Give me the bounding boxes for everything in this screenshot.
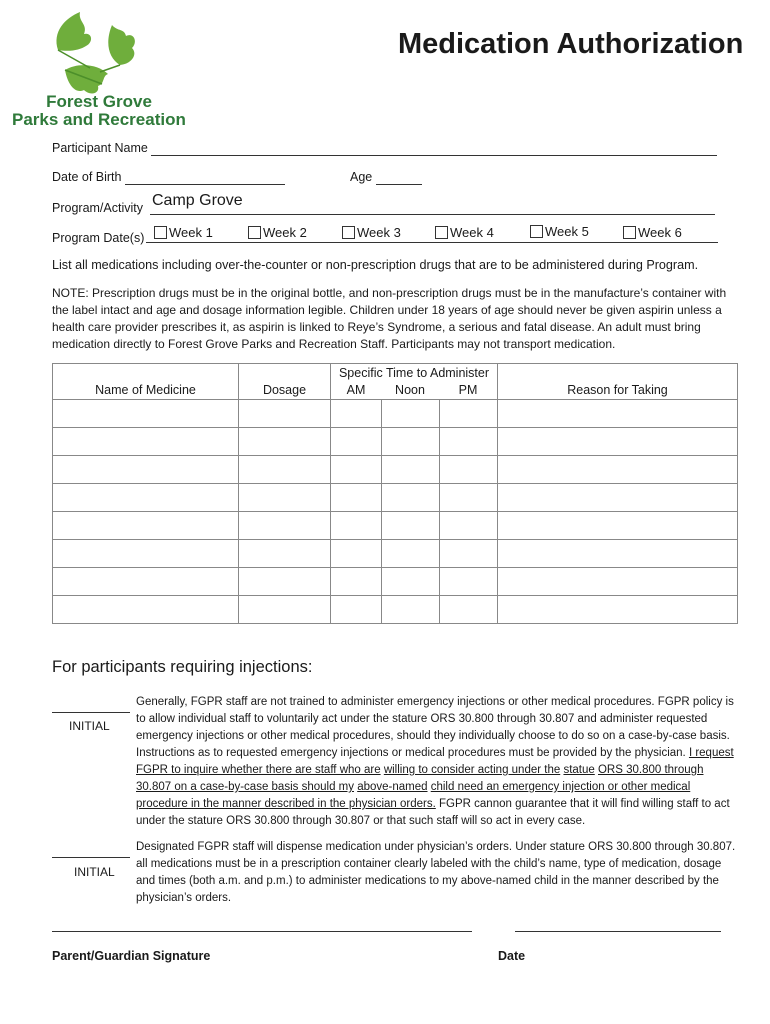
medicine-cell[interactable] bbox=[53, 596, 239, 624]
checkbox-icon bbox=[435, 226, 448, 239]
note-paragraph bbox=[52, 285, 740, 353]
noon-cell[interactable] bbox=[381, 540, 439, 568]
header-reason: Reason for Taking bbox=[498, 364, 738, 400]
pm-cell[interactable] bbox=[439, 512, 498, 540]
noon-cell[interactable] bbox=[381, 456, 439, 484]
medication-dispense-paragraph: Designated FGPR staff will dispense medication under physician’s orders. Under stature ORS 30.800 through 30.807. all medications must be in a prescription container clearly labeled with the child’s name, type of medication, dosage and times (both a.m. and p.m.) to administer medications to my above-named child in the manner described by the physician’s orders. bbox=[136, 841, 736, 904]
participant-name-field[interactable] bbox=[151, 141, 717, 156]
week-6-checkbox[interactable]: Week 6 bbox=[623, 225, 682, 240]
age-field[interactable] bbox=[376, 170, 422, 185]
am-cell[interactable] bbox=[331, 568, 382, 596]
week-1-checkbox[interactable]: Week 1 bbox=[154, 225, 213, 240]
table-row bbox=[53, 568, 738, 596]
am-cell[interactable] bbox=[331, 456, 382, 484]
parent-signature-label: Parent/Guardian Signature bbox=[52, 949, 211, 963]
reason-cell[interactable] bbox=[498, 484, 738, 512]
noon-cell[interactable] bbox=[381, 400, 439, 428]
dosage-cell[interactable] bbox=[239, 456, 331, 484]
noon-cell[interactable] bbox=[381, 596, 439, 624]
initial-field-2[interactable] bbox=[52, 857, 130, 858]
checkbox-icon bbox=[530, 225, 543, 238]
reason-cell[interactable] bbox=[498, 568, 738, 596]
table-row bbox=[53, 428, 738, 456]
program-value: Camp Grove bbox=[152, 192, 243, 209]
medicine-cell[interactable] bbox=[53, 484, 239, 512]
am-cell[interactable] bbox=[331, 400, 382, 428]
reason-cell[interactable] bbox=[498, 400, 738, 428]
table-row bbox=[53, 540, 738, 568]
date-field[interactable] bbox=[515, 931, 721, 932]
medicine-cell[interactable] bbox=[53, 456, 239, 484]
reason-cell[interactable] bbox=[498, 512, 738, 540]
participant-name-label: Participant Name bbox=[52, 141, 148, 155]
dosage-cell[interactable] bbox=[239, 568, 331, 596]
checkbox-icon bbox=[248, 226, 261, 239]
medicine-cell[interactable] bbox=[53, 512, 239, 540]
header-dosage: Dosage bbox=[239, 364, 331, 400]
logo-text-line1: Forest Grove bbox=[46, 92, 152, 111]
initial-label-2: INITIAL bbox=[74, 865, 115, 879]
header-specific-time: Specific Time to Administer bbox=[331, 364, 498, 382]
table-row bbox=[53, 456, 738, 484]
note-label: NOTE: bbox=[52, 286, 89, 300]
dosage-cell[interactable] bbox=[239, 540, 331, 568]
pm-cell[interactable] bbox=[439, 540, 498, 568]
note-text: Prescription drugs must be in the original bottle, and non-prescription drugs must be in the manufacture’s container with the label intact and age and dosage information legible. Children under 18 years of age should never be given aspirin unless a health care provider prescribes it, as aspirin is linked to Reye’s Syndrome, a serious and fatal disease. An adult must bring medication directly to Forest Grove Parks and Recreation Staff. Participants may not transport medication. bbox=[52, 286, 727, 351]
noon-cell[interactable] bbox=[381, 484, 439, 512]
week-4-checkbox[interactable]: Week 4 bbox=[435, 225, 494, 240]
reason-cell[interactable] bbox=[498, 428, 738, 456]
parent-signature-field[interactable] bbox=[52, 931, 472, 932]
pm-cell[interactable] bbox=[439, 596, 498, 624]
noon-cell[interactable] bbox=[381, 428, 439, 456]
table-row bbox=[53, 512, 738, 540]
table-row bbox=[53, 484, 738, 512]
am-cell[interactable] bbox=[331, 596, 382, 624]
pm-cell[interactable] bbox=[439, 400, 498, 428]
pm-cell[interactable] bbox=[439, 456, 498, 484]
table-header-row-1 bbox=[53, 364, 738, 382]
header-am: AM bbox=[331, 381, 382, 400]
injections-heading: For participants requiring injections: bbox=[52, 658, 313, 676]
pm-cell[interactable] bbox=[439, 428, 498, 456]
am-cell[interactable] bbox=[331, 428, 382, 456]
table-row bbox=[53, 400, 738, 428]
checkbox-icon bbox=[623, 226, 636, 239]
oak-leaves-icon bbox=[10, 10, 210, 105]
medicine-cell[interactable] bbox=[53, 568, 239, 596]
date-label: Date bbox=[498, 949, 526, 963]
instruction-text: List all medications including over-the-counter or non-prescription drugs that are to be administered during Program. bbox=[52, 258, 699, 272]
dosage-cell[interactable] bbox=[239, 484, 331, 512]
medicine-cell[interactable] bbox=[53, 540, 239, 568]
reason-cell[interactable] bbox=[498, 540, 738, 568]
header-name-of-medicine: Name of Medicine bbox=[53, 364, 239, 400]
am-cell[interactable] bbox=[331, 540, 382, 568]
pm-cell[interactable] bbox=[439, 484, 498, 512]
reason-cell[interactable] bbox=[498, 456, 738, 484]
noon-cell[interactable] bbox=[381, 512, 439, 540]
program-label: Program/Activity bbox=[52, 201, 143, 215]
reason-cell[interactable] bbox=[498, 596, 738, 624]
week-3-checkbox[interactable]: Week 3 bbox=[342, 225, 401, 240]
dob-label: Date of Birth bbox=[52, 170, 122, 184]
initial-field-1[interactable] bbox=[52, 712, 130, 713]
initial-label-1: INITIAL bbox=[69, 719, 110, 733]
dosage-cell[interactable] bbox=[239, 596, 331, 624]
week-2-checkbox[interactable]: Week 2 bbox=[248, 225, 307, 240]
am-cell[interactable] bbox=[331, 512, 382, 540]
age-label: Age bbox=[350, 170, 373, 184]
header-noon: Noon bbox=[381, 381, 439, 400]
am-cell[interactable] bbox=[331, 484, 382, 512]
header-pm: PM bbox=[439, 381, 498, 400]
program-dates-label: Program Date(s) bbox=[52, 231, 145, 245]
dosage-cell[interactable] bbox=[239, 512, 331, 540]
medicine-cell[interactable] bbox=[53, 400, 239, 428]
dosage-cell[interactable] bbox=[239, 400, 331, 428]
dob-field[interactable] bbox=[125, 170, 285, 185]
noon-cell[interactable] bbox=[381, 568, 439, 596]
checkbox-icon bbox=[342, 226, 355, 239]
injection-policy-paragraph: Generally, FGPR staff are not trained to administer emergency injections or other medical procedures. FGPR policy is to allow individual staff to voluntarily act under the stature ORS 30.800 through 30.807 and administer requested emergency injections or other medical procedures, should they individually choose to do so on a case-by-case basis. Instructions as to requested emergency injections or medical procedures must be provided by the physician. I request FGPR to inquire whether there are staff who are willing to consider acting under the statue ORS 30.800 through 30.807 on a case-by-case basis should my above-named child need an emergency injection or other medical procedure in the manner described in the physician orders. FGPR cannon guarantee that it will find willing staff to act under the stature ORS 30.800 through 30.807 or that such staff will so act in every case. bbox=[136, 696, 734, 827]
logo-text-line2: Parks and Recreation bbox=[12, 110, 186, 129]
page-title: Medication Authorization bbox=[398, 28, 744, 60]
medication-table bbox=[52, 363, 738, 624]
pm-cell[interactable] bbox=[439, 568, 498, 596]
table-row bbox=[53, 596, 738, 624]
checkbox-icon bbox=[154, 226, 167, 239]
week-5-checkbox[interactable]: Week 5 bbox=[530, 224, 589, 239]
dosage-cell[interactable] bbox=[239, 428, 331, 456]
medicine-cell[interactable] bbox=[53, 428, 239, 456]
